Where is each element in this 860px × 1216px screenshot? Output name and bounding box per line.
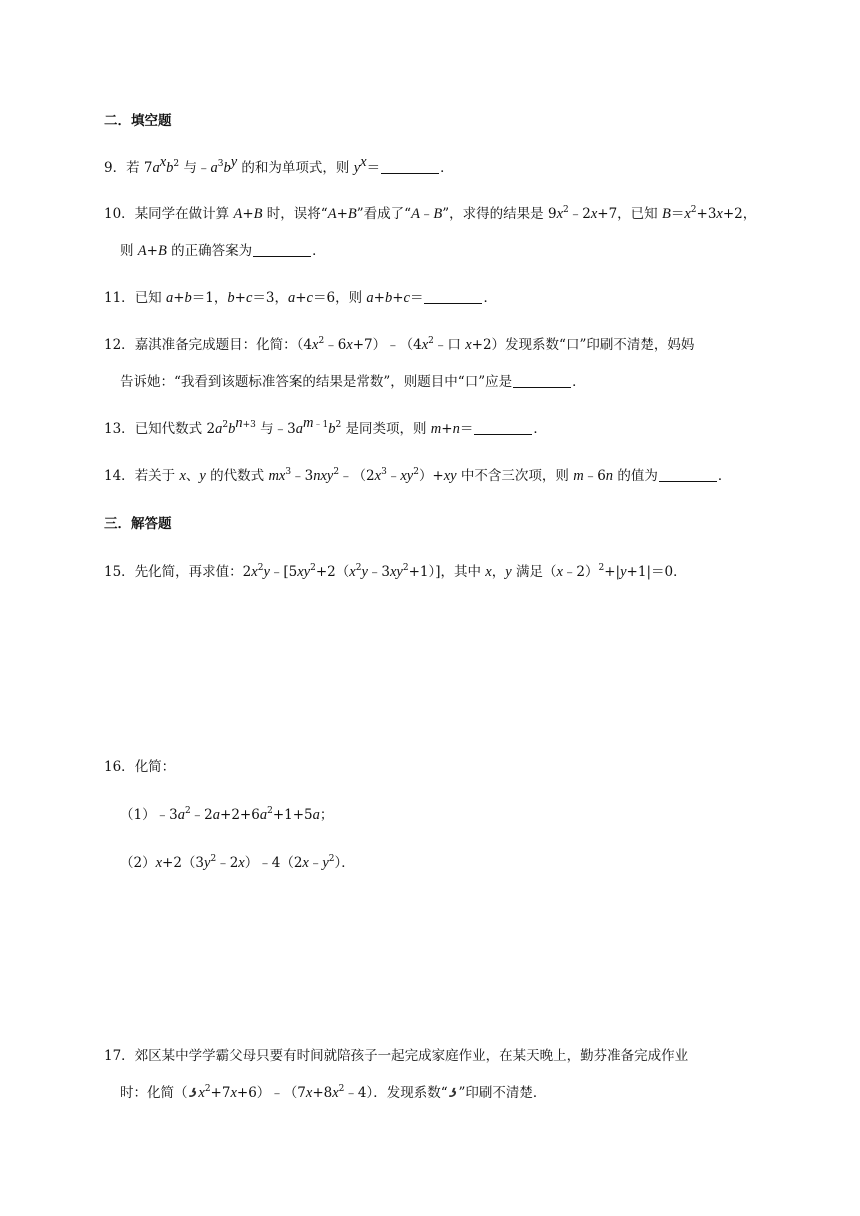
section-title-fill-in: 二．填空题 — [104, 113, 172, 129]
question-12-line-2: 告诉她：“我看到该题标准答案的结果是常数”，则题目中“口”应是 ． — [120, 374, 586, 390]
smudged-coefficient: ʖ — [448, 1086, 458, 1100]
answer-blank — [253, 243, 311, 257]
question-15: 15．先化简，再求值：$2x^2y﹣[5xy^2+2(x^2y﹣3xy^2+1)]$，其中 x，y 满足（x﹣2）$^2$+|y+1|＝0． — [104, 562, 687, 580]
section-title-answer: 三．解答题 — [104, 516, 172, 532]
question-14: 14．若关于 x、y 的代数式 $mx^3﹣3nxy^2﹣(2x^3﹣xy^2)+xy$ 中不含三次项，则 m﹣6n 的值为 ． — [104, 466, 732, 484]
question-16: 16．化简： — [104, 759, 176, 775]
answer-blank — [424, 290, 482, 304]
question-16-part-2: $(2)x+2(3y^2﹣2x)﹣4(2x﹣y^2)$． — [120, 853, 355, 871]
question-9: 9．若 $7a^xb^2$ 与$﹣a^3b^y$ 的和为单项式，则 $y^x=$ ． — [104, 153, 454, 176]
question-10-line-1: 10．某同学在做计算 A+B 时，误将“A+B”看成了“A﹣B”，求得的结果是 $9x^2﹣2x+7$，已知 $B=x^2+3x+2$， — [104, 204, 757, 222]
question-12-line-1: 12．嘉淇准备完成题目：化简：$(4x^2﹣6x+7)﹣(4x^2﹣$口 x+2）发现系数“口”印刷不清楚，妈妈 — [104, 335, 695, 353]
answer-blank — [513, 374, 571, 388]
question-11: 11．已知 a+b＝1，b+c＝3，a+c＝6，则 a+b+c＝ ． — [104, 290, 497, 306]
answer-blank — [474, 421, 532, 435]
question-17-line-1: 17．郊区某中学学霸父母只要有时间就陪孩子一起完成家庭作业，在某天晚上，勤芬准备完成作业 — [104, 1048, 689, 1064]
smudged-coefficient: ʖ — [188, 1086, 198, 1100]
question-10-line-2: 则 A+B 的正确答案为 ． — [120, 243, 326, 259]
question-16-part-1: $(1)﹣3a^2﹣2a+2+6a^2+1+5a$； — [120, 805, 334, 823]
answer-blank — [381, 160, 439, 174]
question-13: 13．已知代数式 $2a^2b^{n+3}$ 与$﹣3a^{m﹣1}b^2$ 是同类项，则 m+n＝ ． — [104, 414, 547, 437]
answer-blank — [659, 468, 717, 482]
question-17-line-2: 时：化简$(ʖx^2+7x+6)﹣(7x+8x^2﹣4)$．发现系数“ʖ”印刷不清楚． — [120, 1083, 547, 1101]
